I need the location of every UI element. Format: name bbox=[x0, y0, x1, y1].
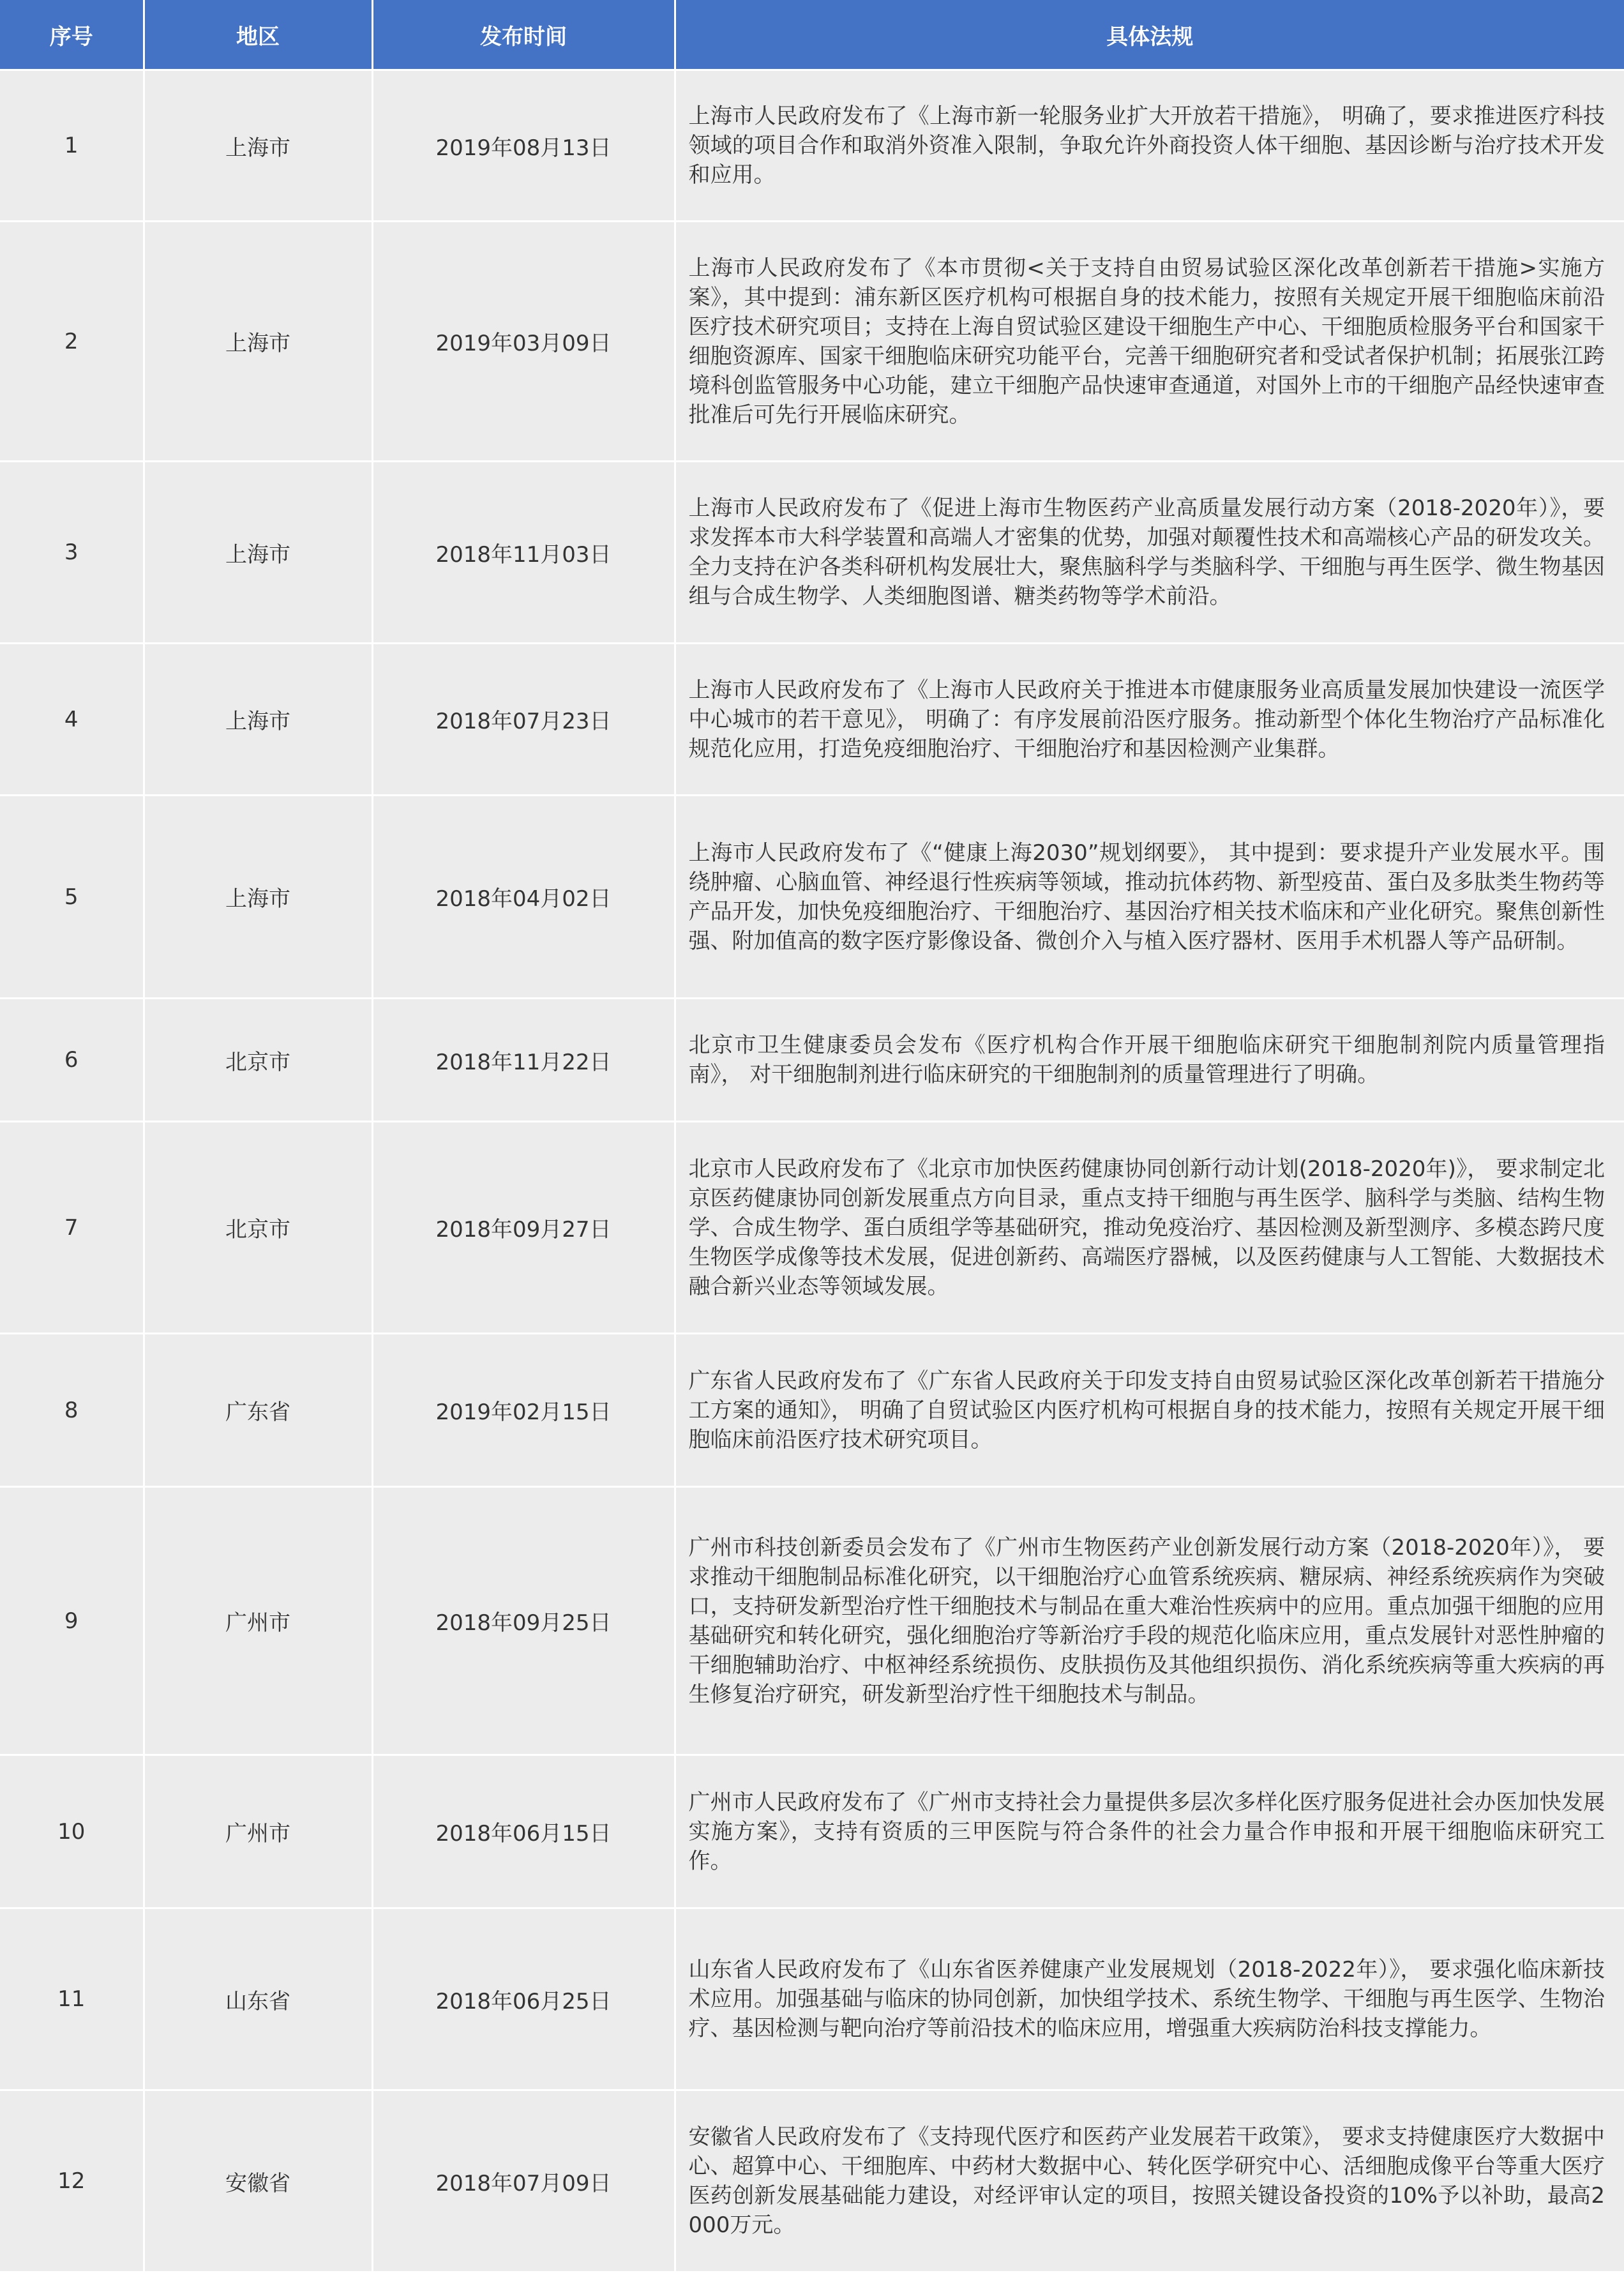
row-number: 8 bbox=[0, 1334, 144, 1487]
row-region: 广州市 bbox=[144, 1755, 372, 1908]
table-row bbox=[0, 1908, 1624, 2090]
row-regulation-text: 北京市卫生健康委员会发布《医疗机构合作开展干细胞临床研究干细胞制剂院内质量管理指南》， 对干细胞制剂进行临床研究的干细胞制剂的质量管理进行了明确。 bbox=[675, 999, 1624, 1122]
row-regulation-text: 上海市人民政府发布了《本市贯彻<关于支持自由贸易试验区深化改革创新若干措施>实施方案》，其中提到：浦东新区医疗机构可根据自身的技术能力，按照有关规定开展干细胞临床前沿医疗技术研究项目；支持在上海自贸试验区建设干细胞生产中心、干细胞质检服务平台和国家干细胞资源库、国家干细胞临床研究功能平台，完善干细胞研究者和受试者保护机制；拓展张江跨境科创监管服务中心功能，建立干细胞产品快速审查通道，对国外上市的干细胞产品经快速审查批准后可先行开展临床研究。 bbox=[675, 222, 1624, 462]
header-regulation: 具体法规 bbox=[675, 0, 1624, 70]
table-row bbox=[0, 222, 1624, 462]
row-date: 2018年04月02日 bbox=[372, 796, 675, 999]
row-date: 2018年09月27日 bbox=[372, 1122, 675, 1334]
row-number: 6 bbox=[0, 999, 144, 1122]
row-region: 上海市 bbox=[144, 796, 372, 999]
row-regulation-text: 北京市人民政府发布了《北京市加快医药健康协同创新行动计划(2018-2020年)》， 要求制定北京医药健康协同创新发展重点方向目录，重点支持干细胞与再生医学、脑科学与类脑、结构生物学、合成生物学、蛋白质组学等基础研究，推动免疫治疗、基因检测及新型测序、多模态跨尺度生物医学成像等技术发展，促进创新药、高端医疗器械，以及医药健康与人工智能、大数据技术融合新兴业态等领域发展。 bbox=[675, 1122, 1624, 1334]
table-body bbox=[0, 70, 1624, 2272]
row-region: 上海市 bbox=[144, 644, 372, 796]
row-number: 11 bbox=[0, 1908, 144, 2090]
row-region: 北京市 bbox=[144, 1122, 372, 1334]
row-date: 2018年06月15日 bbox=[372, 1755, 675, 1908]
row-number: 7 bbox=[0, 1122, 144, 1334]
row-regulation-text: 上海市人民政府发布了《上海市新一轮服务业扩大开放若干措施》， 明确了，要求推进医疗科技领域的项目合作和取消外资准入限制，争取允许外商投资人体干细胞、基因诊断与治疗技术开发和应用。 bbox=[675, 70, 1624, 222]
row-date: 2018年09月25日 bbox=[372, 1487, 675, 1755]
row-regulation-text: 上海市人民政府发布了《“健康上海2030”规划纲要》， 其中提到：要求提升产业发展水平。围绕肿瘤、心脑血管、神经退行性疾病等领域，推动抗体药物、新型疫苗、蛋白及多肽类生物药等产品开发，加快免疫细胞治疗、干细胞治疗、基因治疗相关技术临床和产业化研究。聚焦创新性强、附加值高的数字医疗影像设备、微创介入与植入医疗器材、医用手术机器人等产品研制。 bbox=[675, 796, 1624, 999]
table-row bbox=[0, 1334, 1624, 1487]
row-date: 2019年03月09日 bbox=[372, 222, 675, 462]
table-row bbox=[0, 999, 1624, 1122]
row-region: 上海市 bbox=[144, 70, 372, 222]
header-release-date: 发布时间 bbox=[372, 0, 675, 70]
row-date: 2018年06月25日 bbox=[372, 1908, 675, 2090]
row-regulation-text: 广州市人民政府发布了《广州市支持社会力量提供多层次多样化医疗服务促进社会办医加快发展实施方案》，支持有资质的三甲医院与符合条件的社会力量合作申报和开展干细胞临床研究工作。 bbox=[675, 1755, 1624, 1908]
table-header bbox=[0, 0, 1624, 70]
row-regulation-text: 安徽省人民政府发布了《支持现代医疗和医药产业发展若干政策》， 要求支持健康医疗大数据中心、超算中心、干细胞库、中药材大数据中心、转化医学研究中心、活细胞成像平台等重大医疗医药创新发展基础能力建设，对经评审认定的项目，按照关键设备投资的10%予以补助，最高2000万元。 bbox=[675, 2090, 1624, 2272]
header-region: 地区 bbox=[144, 0, 372, 70]
table-row bbox=[0, 796, 1624, 999]
row-date: 2018年07月23日 bbox=[372, 644, 675, 796]
row-date: 2018年11月03日 bbox=[372, 462, 675, 644]
row-regulation-text: 上海市人民政府发布了《促进上海市生物医药产业高质量发展行动方案（2018-2020年）》，要求发挥本市大科学装置和高端人才密集的优势，加强对颠覆性技术和高端核心产品的研发攻关。全力支持在沪各类科研机构发展壮大，聚焦脑科学与类脑科学、干细胞与再生医学、微生物基因组与合成生物学、人类细胞图谱、糖类药物等学术前沿。 bbox=[675, 462, 1624, 644]
row-region: 广东省 bbox=[144, 1334, 372, 1487]
row-number: 9 bbox=[0, 1487, 144, 1755]
row-date: 2018年07月09日 bbox=[372, 2090, 675, 2272]
row-region: 上海市 bbox=[144, 222, 372, 462]
table-row bbox=[0, 1755, 1624, 1908]
row-number: 5 bbox=[0, 796, 144, 999]
table-row bbox=[0, 70, 1624, 222]
row-number: 1 bbox=[0, 70, 144, 222]
row-number: 12 bbox=[0, 2090, 144, 2272]
row-number: 4 bbox=[0, 644, 144, 796]
row-region: 北京市 bbox=[144, 999, 372, 1122]
header-serial-number: 序号 bbox=[0, 0, 144, 70]
table-row bbox=[0, 644, 1624, 796]
row-region: 上海市 bbox=[144, 462, 372, 644]
table-row bbox=[0, 1487, 1624, 1755]
table-row bbox=[0, 1122, 1624, 1334]
row-regulation-text: 山东省人民政府发布了《山东省医养健康产业发展规划（2018-2022年）》， 要求强化临床新技术应用。加强基础与临床的协同创新，加快组学技术、系统生物学、干细胞与再生医学、生物治疗、基因检测与靶向治疗等前沿技术的临床应用，增强重大疾病防治科技支撑能力。 bbox=[675, 1908, 1624, 2090]
row-date: 2018年11月22日 bbox=[372, 999, 675, 1122]
row-regulation-text: 广州市科技创新委员会发布了《广州市生物医药产业创新发展行动方案（2018-2020年）》， 要求推动干细胞制品标准化研究，以干细胞治疗心血管系统疾病、糖尿病、神经系统疾病作为突破口，支持研发新型治疗性干细胞技术与制品在重大难治性疾病中的应用。重点加强干细胞的应用基础研究和转化研究，强化细胞治疗等新治疗手段的规范化临床应用，重点发展针对恶性肿瘤的干细胞辅助治疗、中枢神经系统损伤、皮肤损伤及其他组织损伤、消化系统疾病等重大疾病的再生修复治疗研究，研发新型治疗性干细胞技术与制品。 bbox=[675, 1487, 1624, 1755]
row-date: 2019年02月15日 bbox=[372, 1334, 675, 1487]
row-number: 2 bbox=[0, 222, 144, 462]
row-number: 10 bbox=[0, 1755, 144, 1908]
row-region: 安徽省 bbox=[144, 2090, 372, 2272]
row-regulation-text: 广东省人民政府发布了《广东省人民政府关于印发支持自由贸易试验区深化改革创新若干措施分工方案的通知》， 明确了自贸试验区内医疗机构可根据自身的技术能力，按照有关规定开展干细胞临床前沿医疗技术研究项目。 bbox=[675, 1334, 1624, 1487]
row-number: 3 bbox=[0, 462, 144, 644]
row-date: 2019年08月13日 bbox=[372, 70, 675, 222]
row-regulation-text: 上海市人民政府发布了《上海市人民政府关于推进本市健康服务业高质量发展加快建设一流医学中心城市的若干意见》， 明确了：有序发展前沿医疗服务。推动新型个体化生物治疗产品标准化规范化应用，打造免疫细胞治疗、干细胞治疗和基因检测产业集群。 bbox=[675, 644, 1624, 796]
header-row bbox=[0, 0, 1624, 70]
row-region: 山东省 bbox=[144, 1908, 372, 2090]
table-row bbox=[0, 2090, 1624, 2272]
row-region: 广州市 bbox=[144, 1487, 372, 1755]
table-row bbox=[0, 462, 1624, 644]
